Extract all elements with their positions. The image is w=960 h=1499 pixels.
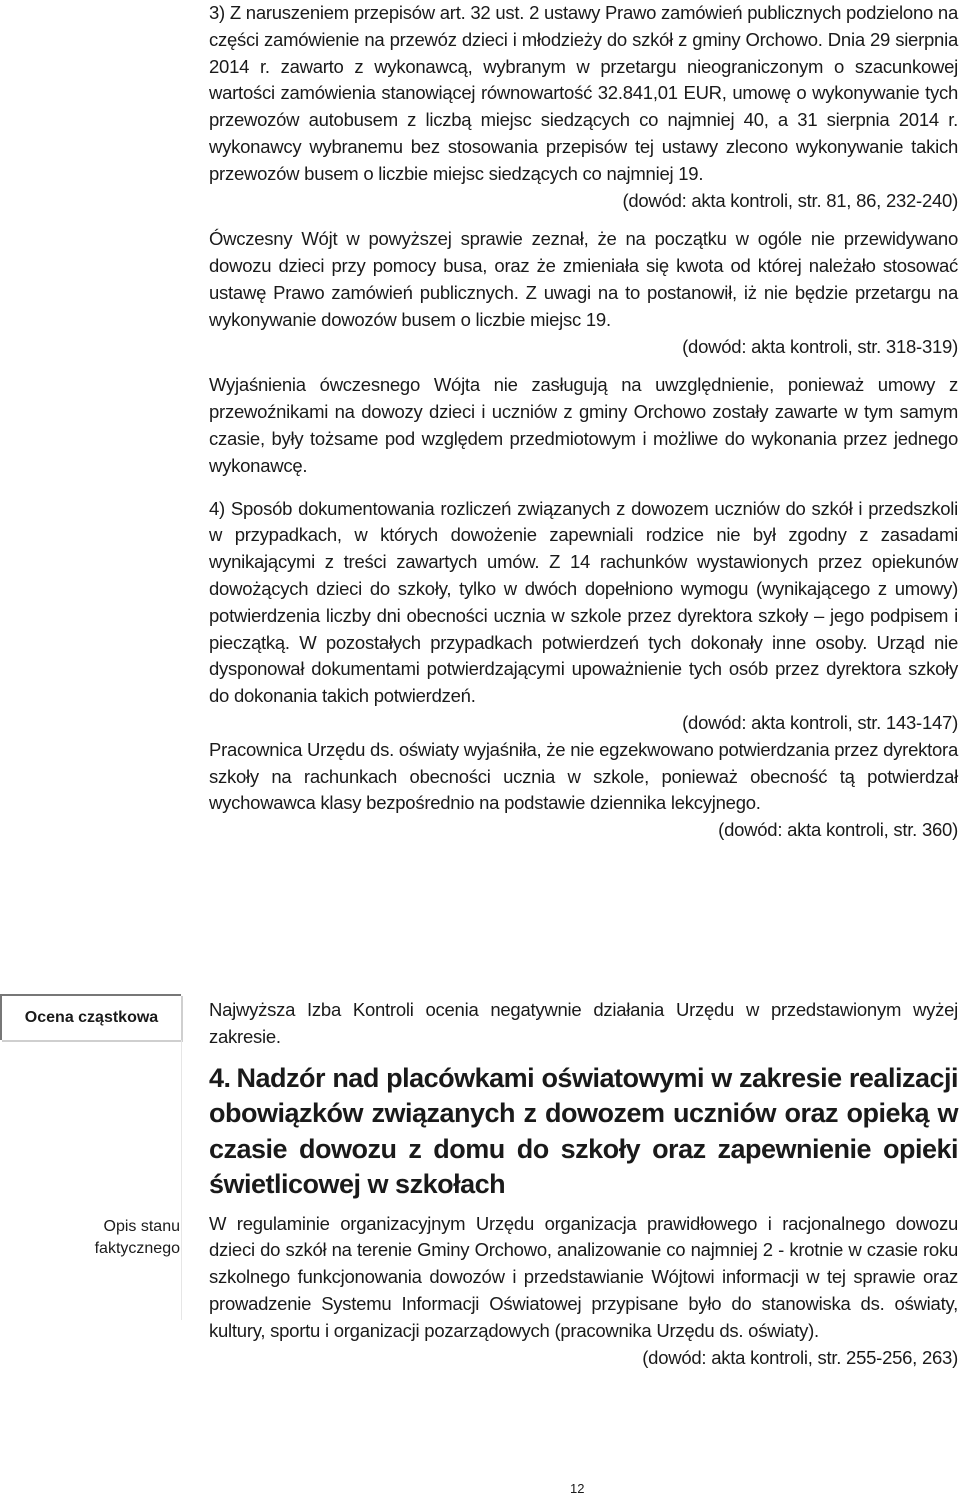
paragraph-mayor-testimony: Ówczesny Wójt w powyższej sprawie zeznał, że na początku w ogóle nie przewidywano dowozu dzieci przy pomocy busa, oraz że zmieniała się kwota od której należało stosować ustawę Prawo zamówień publicznych. Z uwagi na to postanowił, iż nie będzie przetargu na wykonywanie dowozów busem o liczbie miejsc 19.: [209, 228, 958, 330]
section-heading: [209, 1061, 958, 1203]
paragraph-explanations: Wyjaśnienia ówczesnego Wójta nie zasługują na uwzględnienie, ponieważ umowy z przewoźnikami na dowozy dzieci i uczniów z gminy Orchowo zostały zawarte w tym samym czasie, były tożsame pod względem przedmiotowym i możliwe do wykonania przez jednego wykonawcę.: [209, 374, 958, 476]
evidence-reference: (dowód: akta kontroli, str. 360): [718, 819, 958, 841]
section-title: Nadzór nad placówkami oświatowymi w zakresie realizacji obowiązków związanych z dowozem uczniów oraz opieką w czasie dowozu z domu do szkoły oraz zapewnienie opieki świetlicowej w szkołach: [209, 1062, 958, 1200]
evidence-reference: (dowód: akta kontroli, str. 81, 86, 232-240): [622, 189, 958, 211]
evidence-reference: (dowód: akta kontroli, str. 318-319): [682, 335, 958, 357]
assessment-section: [209, 997, 958, 1383]
paragraph-violation: 3) Z naruszeniem przepisów art. 32 ust. 2 ustawy Prawo zamówień publicznych podzielono na części zamówienie na przewóz dzieci i młodzieży do szkół z gminy Orchowo. Dnia 29 sierpnia 2014 r. zawarto z wykonawcą, wybranym w przetargu nieograniczonym o szacunkowej wartości zamówienia stanowiącej równowartość 32.841,01 EUR, umowę o wykonywanie tych przewozów autobusem z liczbą miejsc siedzących co najmniej 40, a 31 sierpnia 2014 r. wykonawcy wybranemu bez stosowania przepisów tej ustawy zlecono wykonywanie takich przewozów busem o liczbie miejsc siedzących co najmniej 19.: [209, 2, 958, 184]
findings-section: [209, 0, 958, 856]
evidence-reference: (dowód: akta kontroli, str. 255-256, 263): [642, 1346, 958, 1368]
sidebar-divider: [181, 1040, 182, 1320]
paragraph-regulations: W regulaminie organizacyjnym Urzędu organizacja prawidłowego i racjonalnego dowozu dzieci do szkół na terenie Gminy Orchowo, analizowanie co najmniej 2 - krotnie w czasie roku szkolnego funkcjonowania dowozów i przedstawianie Wójtowi informacji w tej sprawie oraz prowadzenie Systemu Informacji Oświatowej przypisane było do stanowiska ds. oświaty, kultury, sportu i organizacji pozarządowych (pracownika Urzędu ds. oświaty).: [209, 1212, 958, 1341]
page-number: 12: [570, 1481, 585, 1496]
partial-assessment-label: Ocena cząstkowa: [24, 1009, 159, 1026]
section-number: 4.: [209, 1062, 231, 1093]
paragraph-assessment: Najwyższa Izba Kontroli ocenia negatywnie działania Urzędu w przedstawionym wyżej zakresie.: [209, 999, 958, 1047]
evidence-reference: (dowód: akta kontroli, str. 143-147): [682, 711, 958, 733]
paragraph-documentation: 4) Sposób dokumentowania rozliczeń związanych z dowozem uczniów do szkół i przedszkoli w przypadkach, w których dowożenie zapewniali rodzice nie był zgodny z zasadami wynikającymi z treści zawartych umów. Z 14 rachunków wystawionych przez opiekunów dowożących dzieci do szkoły, tylko w dwóch dopełniono wymogu (wynikającego z umowy) potwierdzenia liczby dni obecności ucznia w szkole przez dyrektora szkoły – jego podpisem i pieczątką. W pozostałych przypadkach potwierdzeń tych dokonały inne osoby. Urząd nie dysponował dokumentami potwierdzającymi upoważnienie tych osób przez dyrektora szkoły do dokonania takich potwierdzeń.: [209, 497, 958, 707]
margin-label-facts: Opis stanu faktycznego: [94, 1218, 180, 1257]
partial-assessment-box: [0, 994, 181, 1040]
paragraph-staff-explanation: Pracownica Urzędu ds. oświaty wyjaśniła, że nie egzekwowano potwierdzania przez dyrektora szkoły na rachunkach obecności ucznia w szkole, ponieważ obecność tą potwierdzał wychowawca klasy bezpośrednio na podstawie dziennika lekcyjnego.: [209, 738, 958, 814]
